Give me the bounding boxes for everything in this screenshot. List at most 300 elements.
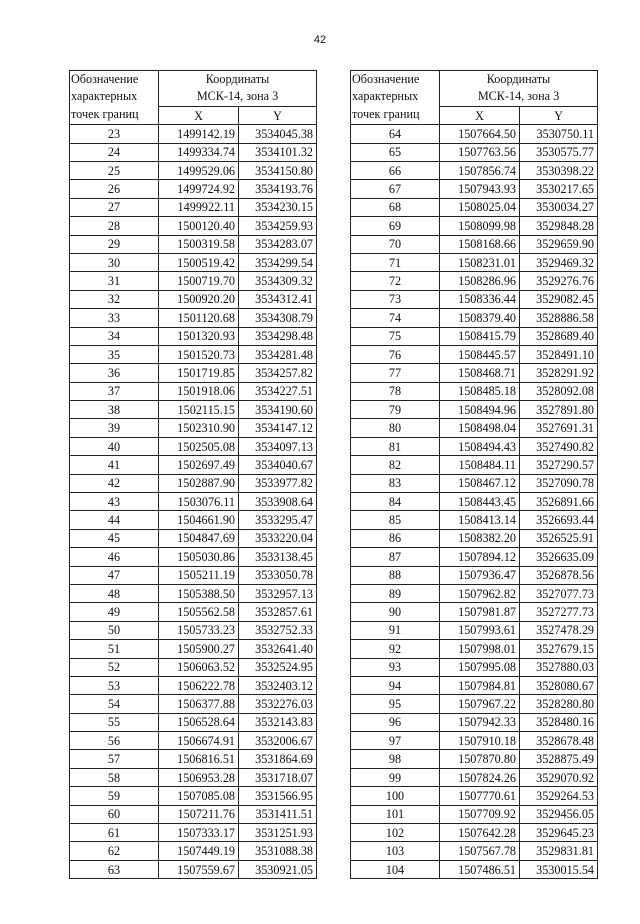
point-number-cell: 95 [351, 695, 440, 713]
table-row [351, 658, 598, 676]
x-coordinate-cell: 1508484.11 [440, 456, 520, 474]
y-coordinate-cell: 3527277.73 [520, 603, 598, 621]
table-row [70, 382, 317, 400]
y-coordinate-cell: 3532524.95 [239, 658, 317, 676]
table-row [351, 805, 598, 823]
table-row [351, 180, 598, 198]
coordinates-header [159, 71, 317, 107]
x-coordinate-cell: 1507664.50 [440, 125, 520, 143]
table-body-right [351, 125, 598, 879]
x-coordinate-cell: 1505211.19 [159, 566, 239, 584]
x-coordinate-cell: 1508336.44 [440, 290, 520, 308]
x-coordinate-cell: 1507763.56 [440, 143, 520, 161]
y-coordinate-cell: 3531088.38 [239, 842, 317, 860]
x-coordinate-cell: 1507981.87 [440, 603, 520, 621]
x-coordinate-cell: 1502310.90 [159, 419, 239, 437]
point-number-cell: 50 [70, 621, 159, 639]
x-coordinate-cell: 1507559.67 [159, 860, 239, 878]
table-row [351, 401, 598, 419]
x-coordinate-cell: 1508468.71 [440, 364, 520, 382]
table-row [70, 824, 317, 842]
y-coordinate-cell: 3527679.15 [520, 640, 598, 658]
point-number-cell: 54 [70, 695, 159, 713]
table-row [70, 842, 317, 860]
y-coordinate-cell: 3533977.82 [239, 474, 317, 492]
table-row [351, 309, 598, 327]
table-row [351, 603, 598, 621]
point-number-cell: 69 [351, 217, 440, 235]
table-row [70, 474, 317, 492]
point-number-cell: 89 [351, 584, 440, 602]
table-row [351, 272, 598, 290]
point-number-cell: 62 [70, 842, 159, 860]
point-number-cell: 31 [70, 272, 159, 290]
x-coordinate-cell: 1499529.06 [159, 161, 239, 179]
y-coordinate-cell: 3533050.78 [239, 566, 317, 584]
y-coordinate-cell: 3534101.32 [239, 143, 317, 161]
y-coordinate-cell: 3531864.69 [239, 750, 317, 768]
point-number-cell: 90 [351, 603, 440, 621]
x-coordinate-cell: 1501120.68 [159, 309, 239, 327]
table-row [351, 566, 598, 584]
table-row [351, 695, 598, 713]
x-coordinate-cell: 1507333.17 [159, 824, 239, 842]
point-number-cell: 68 [351, 198, 440, 216]
point-number-cell: 98 [351, 750, 440, 768]
table-row [351, 474, 598, 492]
table-row [351, 419, 598, 437]
y-coordinate-cell: 3529659.90 [520, 235, 598, 253]
table-row [70, 217, 317, 235]
x-coordinate-cell: 1499142.19 [159, 125, 239, 143]
table-row [70, 327, 317, 345]
point-number-cell: 39 [70, 419, 159, 437]
point-number-cell: 96 [351, 713, 440, 731]
x-coordinate-cell: 1508445.57 [440, 345, 520, 363]
y-coordinate-cell: 3527478.29 [520, 621, 598, 639]
x-coordinate-cell: 1506528.64 [159, 713, 239, 731]
table-row [70, 253, 317, 271]
x-coordinate-cell: 1506377.88 [159, 695, 239, 713]
point-number-cell: 65 [351, 143, 440, 161]
table-row [351, 621, 598, 639]
x-coordinate-cell: 1506816.51 [159, 750, 239, 768]
point-number-cell: 27 [70, 198, 159, 216]
point-number-cell: 58 [70, 768, 159, 786]
y-coordinate-cell: 3531566.95 [239, 787, 317, 805]
point-number-cell: 60 [70, 805, 159, 823]
point-number-cell: 67 [351, 180, 440, 198]
y-coordinate-cell: 3532641.40 [239, 640, 317, 658]
y-coordinate-cell: 3527880.03 [520, 658, 598, 676]
point-number-cell: 61 [70, 824, 159, 842]
y-coordinate-cell: 3534259.93 [239, 217, 317, 235]
point-number-cell: 42 [70, 474, 159, 492]
y-coordinate-cell: 3534309.32 [239, 272, 317, 290]
x-coordinate-cell: 1505900.27 [159, 640, 239, 658]
y-coordinate-cell: 3533138.45 [239, 548, 317, 566]
y-coordinate-cell: 3530921.05 [239, 860, 317, 878]
point-number-cell: 28 [70, 217, 159, 235]
point-number-cell: 36 [70, 364, 159, 382]
point-number-cell: 104 [351, 860, 440, 878]
point-number-cell: 53 [70, 676, 159, 694]
table-row [70, 419, 317, 437]
y-coordinate-cell: 3530034.27 [520, 198, 598, 216]
point-label-line2: характерных [352, 89, 419, 104]
y-coordinate-cell: 3530575.77 [520, 143, 598, 161]
point-number-cell: 103 [351, 842, 440, 860]
y-coordinate-cell: 3528491.10 [520, 345, 598, 363]
x-coordinate-cell: 1508286.96 [440, 272, 520, 290]
table-row [70, 125, 317, 143]
table-row [351, 842, 598, 860]
table-row [70, 456, 317, 474]
point-number-cell: 37 [70, 382, 159, 400]
point-number-cell: 57 [70, 750, 159, 768]
point-number-cell: 82 [351, 456, 440, 474]
point-number-cell: 80 [351, 419, 440, 437]
x-coordinate-cell: 1507211.76 [159, 805, 239, 823]
point-number-cell: 88 [351, 566, 440, 584]
table-row [351, 713, 598, 731]
x-coordinate-cell: 1503076.11 [159, 493, 239, 511]
table-row [351, 584, 598, 602]
point-number-cell: 44 [70, 511, 159, 529]
y-coordinate-cell: 3534230.15 [239, 198, 317, 216]
y-coordinate-cell: 3534193.76 [239, 180, 317, 198]
y-coordinate-cell: 3529831.81 [520, 842, 598, 860]
table-row [351, 750, 598, 768]
table-row [351, 676, 598, 694]
y-coordinate-cell: 3533908.64 [239, 493, 317, 511]
point-number-cell: 66 [351, 161, 440, 179]
table-row [351, 437, 598, 455]
y-coordinate-cell: 3532957.13 [239, 584, 317, 602]
y-coordinate-cell: 3528689.40 [520, 327, 598, 345]
y-coordinate-cell: 3534298.48 [239, 327, 317, 345]
point-number-cell: 73 [351, 290, 440, 308]
point-number-cell: 91 [351, 621, 440, 639]
x-coordinate-cell: 1508413.14 [440, 511, 520, 529]
y-coordinate-cell: 3530217.65 [520, 180, 598, 198]
x-coordinate-cell: 1505733.23 [159, 621, 239, 639]
table-row [70, 768, 317, 786]
x-coordinate-cell: 1506222.78 [159, 676, 239, 694]
x-coordinate-cell: 1507709.92 [440, 805, 520, 823]
x-coordinate-cell: 1500120.40 [159, 217, 239, 235]
point-number-cell: 74 [351, 309, 440, 327]
table-row [70, 805, 317, 823]
x-coordinate-cell: 1508025.04 [440, 198, 520, 216]
table-row [70, 437, 317, 455]
table-row [351, 529, 598, 547]
y-coordinate-cell: 3527077.73 [520, 584, 598, 602]
y-column-header: Y [239, 106, 317, 124]
x-coordinate-cell: 1507910.18 [440, 732, 520, 750]
x-coordinate-cell: 1499724.92 [159, 180, 239, 198]
point-number-cell: 84 [351, 493, 440, 511]
coordinates-header [440, 71, 598, 107]
y-coordinate-cell: 3530398.22 [520, 161, 598, 179]
x-coordinate-cell: 1508485.18 [440, 382, 520, 400]
x-column-header: X [159, 106, 239, 124]
y-coordinate-cell: 3526635.09 [520, 548, 598, 566]
table-row [351, 768, 598, 786]
y-coordinate-cell: 3534097.13 [239, 437, 317, 455]
table-row [351, 143, 598, 161]
point-number-cell: 92 [351, 640, 440, 658]
point-number-cell: 101 [351, 805, 440, 823]
x-coordinate-cell: 1507642.28 [440, 824, 520, 842]
y-coordinate-cell: 3534283.07 [239, 235, 317, 253]
x-coordinate-cell: 1505388.50 [159, 584, 239, 602]
y-coordinate-cell: 3529264.53 [520, 787, 598, 805]
table-row [70, 235, 317, 253]
point-number-cell: 25 [70, 161, 159, 179]
x-coordinate-cell: 1507894.12 [440, 548, 520, 566]
table-row [351, 364, 598, 382]
x-coordinate-cell: 1505562.58 [159, 603, 239, 621]
table-row [70, 603, 317, 621]
point-label-line2: характерных [71, 89, 138, 104]
x-coordinate-cell: 1507936.47 [440, 566, 520, 584]
x-coordinate-cell: 1508379.40 [440, 309, 520, 327]
table-row [70, 180, 317, 198]
y-coordinate-cell: 3527490.82 [520, 437, 598, 455]
point-number-cell: 51 [70, 640, 159, 658]
x-coordinate-cell: 1507995.08 [440, 658, 520, 676]
point-number-cell: 29 [70, 235, 159, 253]
x-coordinate-cell: 1500319.58 [159, 235, 239, 253]
table-row [70, 713, 317, 731]
x-coordinate-cell: 1501719.85 [159, 364, 239, 382]
point-number-cell: 72 [351, 272, 440, 290]
x-coordinate-cell: 1507993.61 [440, 621, 520, 639]
table-row [70, 640, 317, 658]
point-number-cell: 85 [351, 511, 440, 529]
point-number-cell: 102 [351, 824, 440, 842]
coordinates-title: Координаты [205, 72, 270, 86]
point-number-cell: 99 [351, 768, 440, 786]
point-label-header [70, 71, 159, 125]
x-coordinate-cell: 1508099.98 [440, 217, 520, 235]
y-coordinate-cell: 3529070.92 [520, 768, 598, 786]
table-row [351, 345, 598, 363]
table-row [70, 548, 317, 566]
point-number-cell: 24 [70, 143, 159, 161]
x-coordinate-cell: 1507870.80 [440, 750, 520, 768]
y-coordinate-cell: 3528291.92 [520, 364, 598, 382]
x-coordinate-cell: 1508415.79 [440, 327, 520, 345]
y-coordinate-cell: 3528092.08 [520, 382, 598, 400]
x-coordinate-cell: 1502505.08 [159, 437, 239, 455]
y-coordinate-cell: 3528080.67 [520, 676, 598, 694]
x-coordinate-cell: 1507962.82 [440, 584, 520, 602]
table-row [351, 217, 598, 235]
x-coordinate-cell: 1507486.51 [440, 860, 520, 878]
x-column-header: X [440, 106, 520, 124]
point-number-cell: 52 [70, 658, 159, 676]
x-coordinate-cell: 1504661.90 [159, 511, 239, 529]
y-coordinate-cell: 3526891.66 [520, 493, 598, 511]
y-coordinate-cell: 3528280.80 [520, 695, 598, 713]
x-coordinate-cell: 1508168.66 [440, 235, 520, 253]
x-coordinate-cell: 1507942.33 [440, 713, 520, 731]
x-coordinate-cell: 1499334.74 [159, 143, 239, 161]
table-row [351, 824, 598, 842]
y-coordinate-cell: 3527290.57 [520, 456, 598, 474]
table-row [70, 658, 317, 676]
table-row [70, 695, 317, 713]
coordinates-title: Координаты [486, 72, 551, 86]
y-coordinate-cell: 3534150.80 [239, 161, 317, 179]
x-coordinate-cell: 1507856.74 [440, 161, 520, 179]
x-coordinate-cell: 1501520.73 [159, 345, 239, 363]
y-coordinate-cell: 3529276.76 [520, 272, 598, 290]
y-coordinate-cell: 3528678.48 [520, 732, 598, 750]
y-coordinate-cell: 3526525.91 [520, 529, 598, 547]
y-coordinate-cell: 3534190.60 [239, 401, 317, 419]
y-coordinate-cell: 3534045.38 [239, 125, 317, 143]
y-coordinate-cell: 3532143.83 [239, 713, 317, 731]
point-label-line3: точек границ [352, 106, 420, 121]
x-coordinate-cell: 1508231.01 [440, 253, 520, 271]
table-row [70, 529, 317, 547]
y-coordinate-cell: 3534281.48 [239, 345, 317, 363]
point-number-cell: 64 [351, 125, 440, 143]
coordinate-system: МСК-14, зона 3 [196, 89, 279, 104]
y-coordinate-cell: 3529469.32 [520, 253, 598, 271]
y-coordinate-cell: 3530750.11 [520, 125, 598, 143]
y-coordinate-cell: 3534227.51 [239, 382, 317, 400]
table-row [351, 253, 598, 271]
y-coordinate-cell: 3534312.41 [239, 290, 317, 308]
table-row [70, 493, 317, 511]
point-number-cell: 45 [70, 529, 159, 547]
x-coordinate-cell: 1508494.96 [440, 401, 520, 419]
x-coordinate-cell: 1508382.20 [440, 529, 520, 547]
point-number-cell: 35 [70, 345, 159, 363]
y-column-header: Y [520, 106, 598, 124]
y-coordinate-cell: 3532006.67 [239, 732, 317, 750]
x-coordinate-cell: 1502697.49 [159, 456, 239, 474]
y-coordinate-cell: 3534299.54 [239, 253, 317, 271]
point-number-cell: 26 [70, 180, 159, 198]
y-coordinate-cell: 3532857.61 [239, 603, 317, 621]
x-coordinate-cell: 1508443.45 [440, 493, 520, 511]
y-coordinate-cell: 3528875.49 [520, 750, 598, 768]
point-number-cell: 48 [70, 584, 159, 602]
y-coordinate-cell: 3534257.82 [239, 364, 317, 382]
x-coordinate-cell: 1508498.04 [440, 419, 520, 437]
point-label-line1: Обозначение [71, 72, 139, 86]
x-coordinate-cell: 1501918.06 [159, 382, 239, 400]
table-row [351, 290, 598, 308]
x-coordinate-cell: 1507085.08 [159, 787, 239, 805]
y-coordinate-cell: 3531718.07 [239, 768, 317, 786]
y-coordinate-cell: 3529645.23 [520, 824, 598, 842]
point-number-cell: 86 [351, 529, 440, 547]
point-number-cell: 49 [70, 603, 159, 621]
point-number-cell: 63 [70, 860, 159, 878]
point-number-cell: 78 [351, 382, 440, 400]
x-coordinate-cell: 1507967.22 [440, 695, 520, 713]
x-coordinate-cell: 1506674.91 [159, 732, 239, 750]
x-coordinate-cell: 1507943.93 [440, 180, 520, 198]
point-number-cell: 76 [351, 345, 440, 363]
table-row [351, 198, 598, 216]
table-row [351, 382, 598, 400]
x-coordinate-cell: 1502115.15 [159, 401, 239, 419]
x-coordinate-cell: 1500920.20 [159, 290, 239, 308]
point-number-cell: 71 [351, 253, 440, 271]
table-row [70, 860, 317, 878]
table-body-left [70, 125, 317, 879]
x-coordinate-cell: 1508467.12 [440, 474, 520, 492]
x-coordinate-cell: 1502887.90 [159, 474, 239, 492]
y-coordinate-cell: 3527891.80 [520, 401, 598, 419]
table-row [70, 364, 317, 382]
y-coordinate-cell: 3532276.03 [239, 695, 317, 713]
point-number-cell: 30 [70, 253, 159, 271]
point-number-cell: 94 [351, 676, 440, 694]
point-number-cell: 97 [351, 732, 440, 750]
x-coordinate-cell: 1504847.69 [159, 529, 239, 547]
point-label-header [351, 71, 440, 125]
y-coordinate-cell: 3531411.51 [239, 805, 317, 823]
table-row [351, 161, 598, 179]
x-coordinate-cell: 1506063.52 [159, 658, 239, 676]
y-coordinate-cell: 3531251.93 [239, 824, 317, 842]
table-row [70, 161, 317, 179]
table-row [70, 401, 317, 419]
point-number-cell: 40 [70, 437, 159, 455]
point-number-cell: 32 [70, 290, 159, 308]
y-coordinate-cell: 3529456.05 [520, 805, 598, 823]
x-coordinate-cell: 1507449.19 [159, 842, 239, 860]
x-coordinate-cell: 1499922.11 [159, 198, 239, 216]
point-number-cell: 23 [70, 125, 159, 143]
table-row [351, 787, 598, 805]
table-row [70, 309, 317, 327]
table-row [351, 732, 598, 750]
point-number-cell: 77 [351, 364, 440, 382]
table-row [70, 732, 317, 750]
table-row [351, 860, 598, 878]
point-number-cell: 33 [70, 309, 159, 327]
point-number-cell: 79 [351, 401, 440, 419]
table-row [70, 676, 317, 694]
point-number-cell: 75 [351, 327, 440, 345]
table-row [70, 511, 317, 529]
y-coordinate-cell: 3532752.33 [239, 621, 317, 639]
y-coordinate-cell: 3528480.16 [520, 713, 598, 731]
table-row [70, 143, 317, 161]
x-coordinate-cell: 1501320.93 [159, 327, 239, 345]
table-row [70, 750, 317, 768]
y-coordinate-cell: 3528886.58 [520, 309, 598, 327]
point-number-cell: 93 [351, 658, 440, 676]
page-number: 42 [313, 34, 327, 46]
x-coordinate-cell: 1507770.61 [440, 787, 520, 805]
x-coordinate-cell: 1507998.01 [440, 640, 520, 658]
point-number-cell: 83 [351, 474, 440, 492]
table-row [351, 493, 598, 511]
table-row [351, 640, 598, 658]
y-coordinate-cell: 3534147.12 [239, 419, 317, 437]
point-number-cell: 70 [351, 235, 440, 253]
